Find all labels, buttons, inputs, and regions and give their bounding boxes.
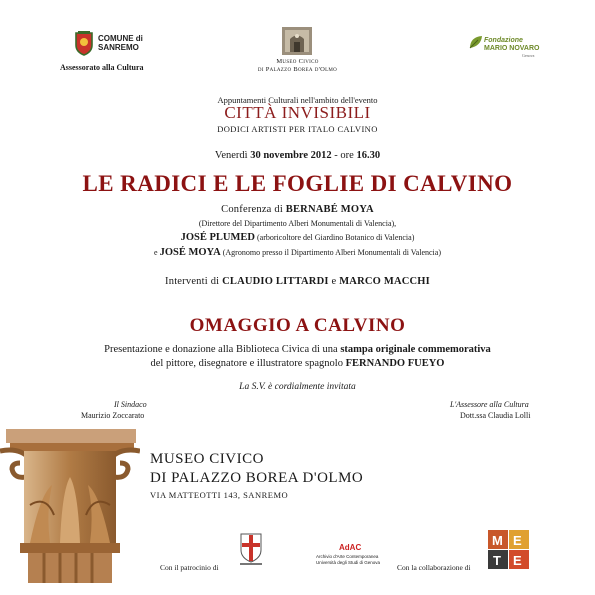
comune-line1: COMUNE di — [98, 34, 143, 43]
event-intro: Appuntamenti Culturali nell'ambito dell'evento — [217, 95, 378, 105]
interventi-name2: MARCO MACCHI — [339, 276, 430, 287]
fondazione-line2: MARIO NOVARO — [484, 44, 540, 52]
date-day: 30 novembre 2012 — [250, 150, 332, 161]
regione-liguria-logo — [238, 532, 264, 566]
presentazione-line2-bold: FERNANDO FUEYO — [345, 358, 445, 369]
corinthian-capital-image — [0, 425, 140, 583]
interventi-name1: CLAUDIO LITTARDI — [222, 276, 329, 287]
speaker2-role: (arboricoltore del Giardino Botanico di Valencia) — [255, 233, 415, 242]
adac-line2: Università degli Studi di Genova — [316, 560, 381, 565]
speaker1-role: (Direttore del Dipartimento Alberi Monumentali di Valencia), — [198, 219, 397, 228]
fondazione-novaro-logo — [468, 32, 548, 58]
comune-line2: SANREMO — [98, 43, 139, 52]
invitation-line: La S.V. è cordialmente invitata — [239, 382, 356, 392]
comune-sanremo-logo — [74, 30, 164, 60]
venue-address: VIA MATTEOTTI 143, SANREMO — [150, 490, 289, 500]
event-title: CITTÀ INVISIBILI — [224, 103, 371, 122]
speaker2-name: JOSÉ PLUMED — [180, 232, 256, 243]
presentazione-line1 — [0, 344, 595, 355]
presentazione-line2 — [0, 358, 595, 369]
sindaco-name: Maurizio Zoccarato — [81, 411, 145, 420]
venue-name-line1: MUSEO CIVICO — [150, 451, 264, 467]
speaker3-and: e — [154, 248, 160, 257]
conference-speaker1 — [0, 204, 595, 215]
interventi-line — [0, 276, 595, 287]
adac-line1: Archivio d'Arte Contemporanea — [316, 554, 379, 559]
assessore-name: Dott.ssa Claudia Lolli — [460, 411, 531, 420]
museo-caption — [0, 58, 595, 74]
conference-intro: Conferenza di — [221, 204, 286, 215]
omaggio-title: OMAGGIO A CALVINO — [189, 315, 406, 336]
interventi-prefix: Interventi di — [165, 276, 223, 287]
adac-logo — [312, 543, 388, 569]
date-mid: - ore — [331, 150, 357, 161]
svg-text:T: T — [493, 553, 501, 568]
svg-text:M: M — [492, 533, 503, 548]
interventi-and: e — [328, 276, 340, 287]
conference-speaker3 — [0, 247, 595, 258]
assessore-role: L'Assessore alla Cultura — [450, 400, 529, 409]
museo-caption-line2: di Palazzo Borea d'Olmo — [257, 66, 338, 73]
event-date — [0, 150, 595, 161]
assessorato-label: Assessorato alla Cultura — [60, 63, 144, 72]
date-time: 16.30 — [356, 150, 381, 161]
presentazione-line1-bold: stampa originale commemorativa — [340, 344, 491, 355]
date-prefix: Venerdì — [214, 150, 251, 161]
svg-text:E: E — [513, 533, 522, 548]
presentazione-line1-text: Presentazione e donazione alla Biblioteca Civica di una — [104, 344, 341, 355]
sindaco-role: Il Sindaco — [114, 400, 147, 409]
patrocinio-label: Con il patrocinio di — [160, 563, 219, 572]
svg-text:E: E — [513, 553, 522, 568]
mete-logo — [488, 530, 530, 570]
adac-mark: AdAC — [339, 543, 362, 552]
fondazione-line1: Fondazione — [484, 37, 523, 44]
venue-name-line2: DI PALAZZO BOREA D'OLMO — [150, 470, 364, 486]
sanremo-shield-icon — [74, 31, 94, 56]
presentazione-line2-text: del pittore, disegnatore e illustratore spagnolo — [150, 358, 346, 369]
conference-speaker2 — [0, 232, 595, 243]
speaker3-name: JOSÉ MOYA — [159, 247, 221, 258]
fondazione-sub: Genova — [522, 53, 535, 58]
museo-building-icon — [282, 27, 312, 55]
event-subtitle: DODICI ARTISTI PER ITALO CALVINO — [217, 124, 378, 134]
leaf-icon — [468, 34, 484, 50]
speaker1-name: BERNABÉ MOYA — [285, 204, 374, 215]
museo-caption-line1: Museo Civico — [276, 58, 319, 65]
speaker3-role: (Agronomo presso il Dipartimento Alberi Monumentali di Valencia) — [220, 248, 441, 257]
collaborazione-label: Con la collaborazione di — [397, 563, 471, 572]
conference-title: LE RADICI E LE FOGLIE DI CALVINO — [82, 171, 513, 196]
